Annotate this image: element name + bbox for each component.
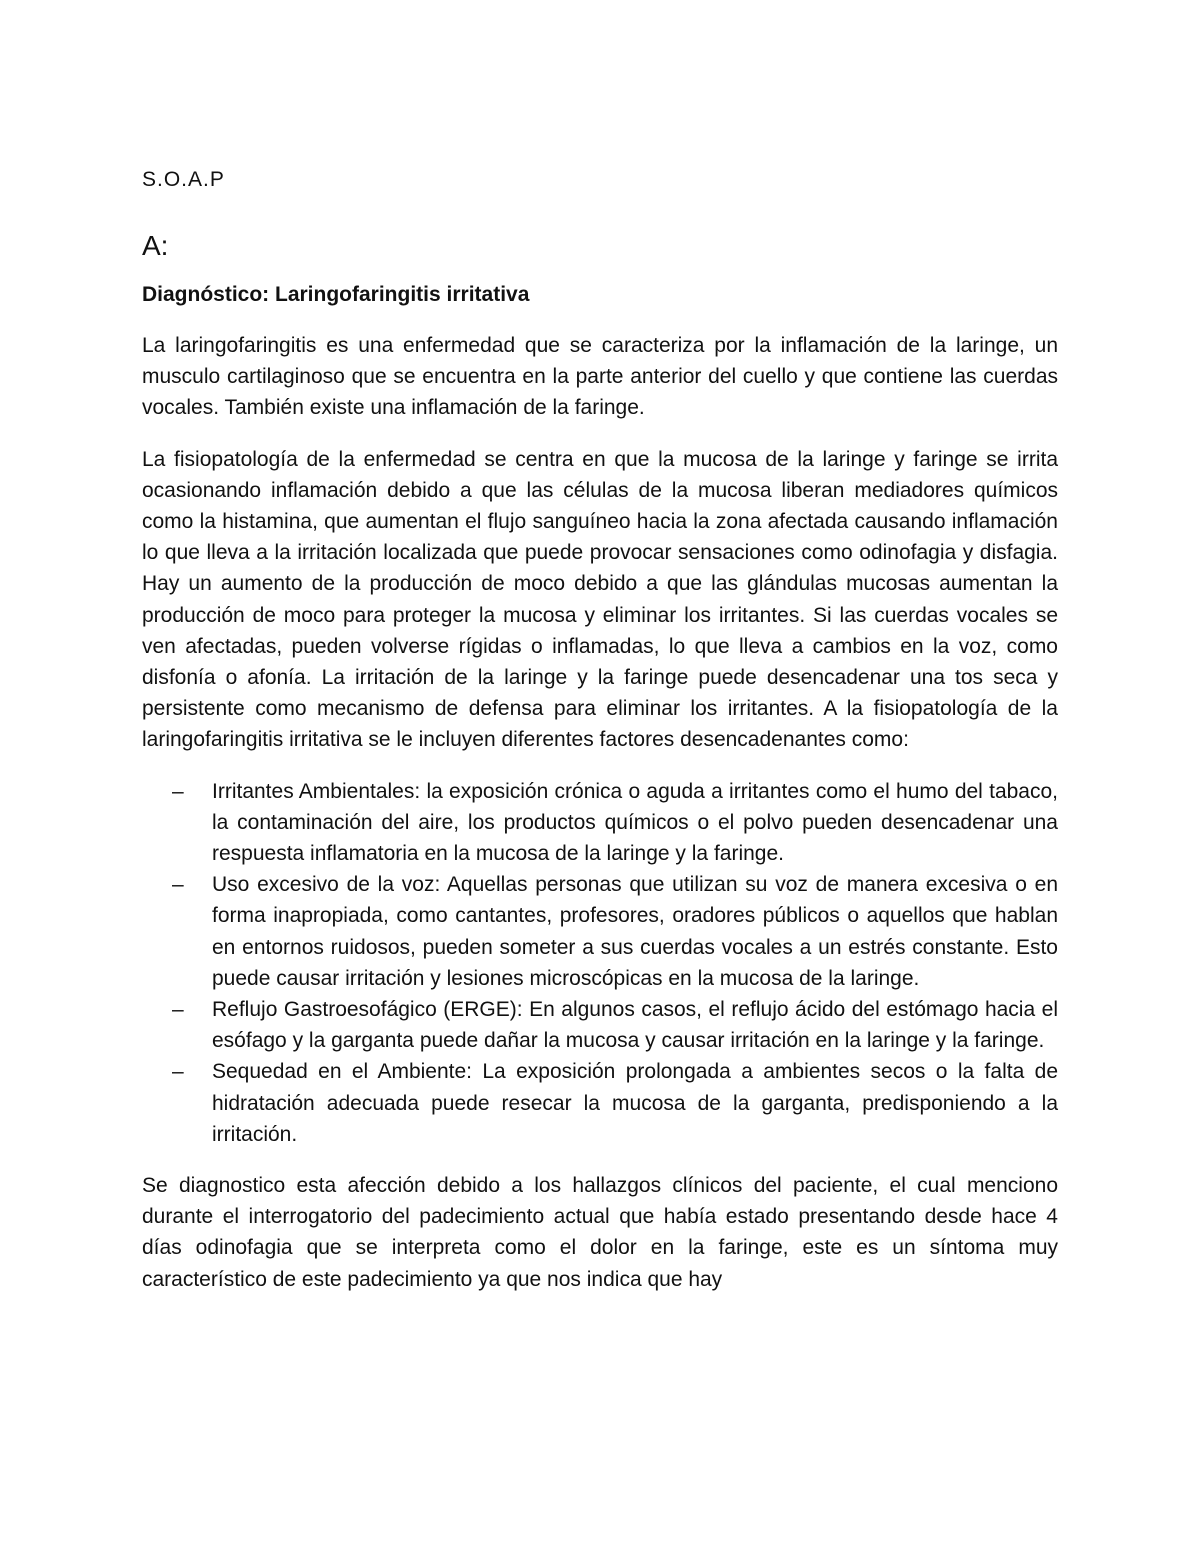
dash-bullet: – <box>172 1060 184 1084</box>
list-item <box>142 1056 1058 1150</box>
list-item <box>142 994 1058 1056</box>
trigger-factors-list <box>142 776 1058 1150</box>
dash-bullet: – <box>172 873 184 897</box>
list-item <box>142 869 1058 994</box>
factor-text: Uso excesivo de la voz: Aquellas personas que utilizan su voz de manera excesiva o en forma inapropiada, como cantantes, profesores, oradores públicos o aquellos que hablan en entornos ruidosos, pueden someter a sus cuerdas vocales a un estrés constante. Esto puede causar irritación y lesiones microscópicas en la mucosa de la laringe. <box>212 873 1058 990</box>
pathophysiology-paragraph: La fisiopatología de la enfermedad se centra en que la mucosa de la laringe y faringe se irrita ocasionando inflamación debido a que las células de la mucosa liberan mediadores químicos como la histamina, que aumentan el flujo sanguíneo hacia la zona afectada causando inflamación lo que lleva a la irritación localizada que puede provocar sensaciones como odinofagia y disfagia. Hay un aumento de la producción de moco debido a que las glándulas mucosas aumentan la producción de moco para proteger la mucosa y eliminar los irritantes. Si las cuerdas vocales se ven afectadas, pueden volverse rígidas o inflamadas, lo que lleva a cambios en la voz, como disfonía o afonía. La irritación de la laringe y la faringe puede desencadenar una tos seca y persistente como mecanismo de defensa para eliminar los irritantes. A la fisiopatología de la laringofaringitis irritativa se le incluyen diferentes factores desencadenantes como: <box>142 447 1058 752</box>
list-item <box>142 776 1058 870</box>
intro-paragraph: La laringofaringitis es una enfermedad que se caracteriza por la inflamación de la laringe, un musculo cartilaginoso que se encuentra en la parte anterior del cuello y que contiene las cuerdas vocales. También existe una inflamación de la faringe. <box>142 334 1058 420</box>
document-page <box>142 160 1058 1295</box>
dash-bullet: – <box>172 998 184 1022</box>
factor-text: Reflujo Gastroesofágico (ERGE): En algunos casos, el reflujo ácido del estómago hacia el esófago y la garganta puede dañar la mucosa y causar irritación en la laringe y la faringe. <box>212 998 1058 1053</box>
factor-text: Sequedad en el Ambiente: La exposición prolongada a ambientes secos o la falta de hidratación adecuada puede resecar la mucosa de la garganta, predisponiendo a la irritación. <box>212 1060 1058 1146</box>
closing-paragraph: Se diagnostico esta afección debido a los hallazgos clínicos del paciente, el cual menciono durante el interrogatorio del padecimiento actual que había estado presentando desde hace 4 días odinofagia que se interpreta como el dolor en la faringe, este es un síntoma muy característico de este padecimiento ya que nos indica que hay <box>142 1174 1058 1291</box>
dash-bullet: – <box>172 779 184 803</box>
section-heading: A: <box>142 230 169 261</box>
factor-text: Irritantes Ambientales: la exposición crónica o aguda a irritantes como el humo del tabaco, la contaminación del aire, los productos químicos o el polvo pueden desencadenar una respuesta inflamatoria en la mucosa de la laringe y la faringe. <box>212 779 1058 866</box>
diagnosis-heading: Diagnóstico: Laringofaringitis irritativa <box>142 283 530 306</box>
soap-title: S.O.A.P <box>142 168 225 191</box>
